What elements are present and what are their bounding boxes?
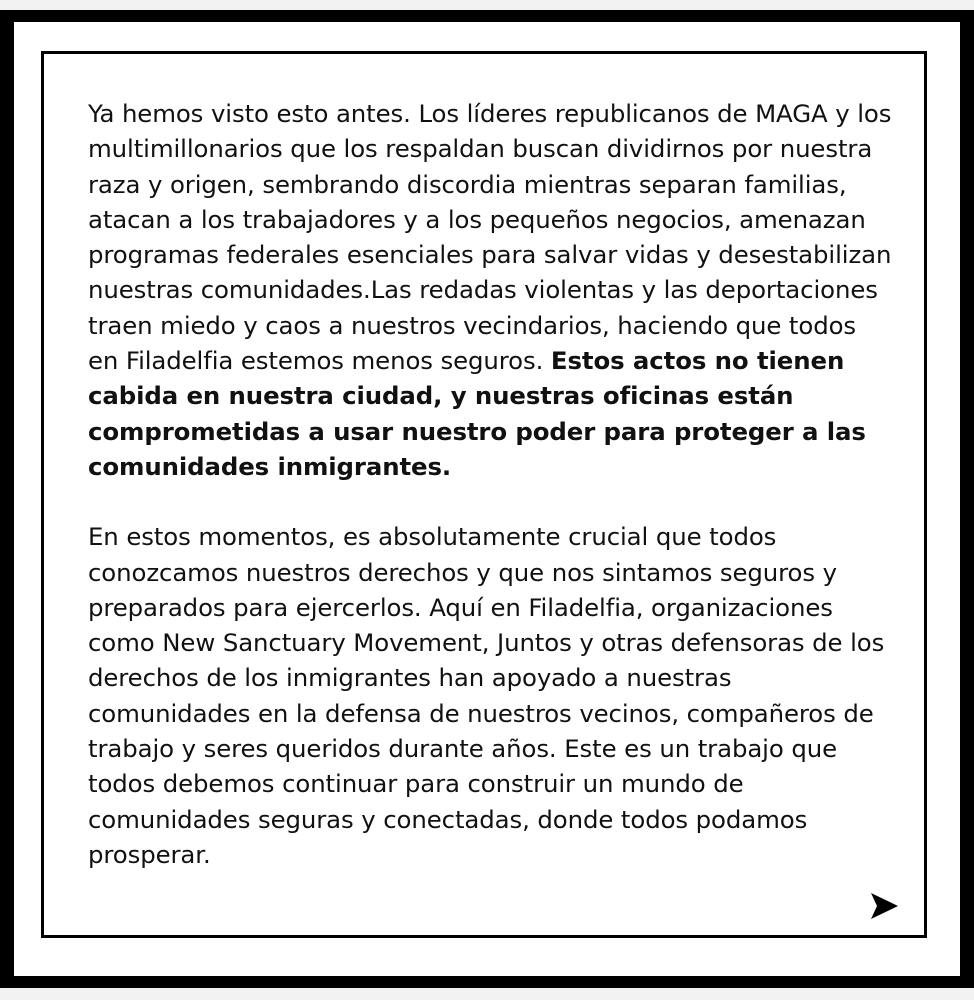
- content-card: [14, 22, 960, 976]
- paragraph-2: En estos momentos, es absolutamente crucial que todos conozcamos nuestros derechos y que nos sintamos seguros y preparados para ejercerlos. Aquí en Filadelfia, organizaciones como New Sanctuary Movement, Juntos y otras defensoras de los derechos de los inmigrantes han apoyado a nuestras comunidades en la defensa de nuestros vecinos, compañeros de trabajo y seres queridos durante años. Este es un trabajo que todos debemos continuar para construir un mundo de comunidades seguras y conectadas, donde todos podamos prosperar.: [88, 522, 885, 869]
- statement-text: [88, 96, 893, 872]
- paragraph-1: [88, 96, 893, 484]
- inner-border: [41, 51, 927, 938]
- paragraph-1-regular-text: Ya hemos visto esto antes. Los líderes republicanos de MAGA y los multimillonarios que los respaldan buscan dividirnos por nuestra raza y origen, sembrando discordia mientras separan familias, atacan a los trabajadores y a los pequeños negocios, amenazan programas federales esenciales para salvar vidas y desestabilizan nuestras comunidades.Las redadas violentas y las deportaciones traen miedo y caos a nuestros vecindarios, haciendo que todos en Filadelfia estemos menos seguros.: [88, 99, 892, 376]
- paragraph-1-bold-text: Estos actos no tienen cabida en nuestra ciudad, y nuestras oficinas están comprometidas a usar nuestro poder para proteger a las comunidades inmigrantes.: [88, 346, 866, 481]
- outer-frame: [0, 10, 974, 988]
- arrow-right-icon[interactable]: [868, 890, 900, 922]
